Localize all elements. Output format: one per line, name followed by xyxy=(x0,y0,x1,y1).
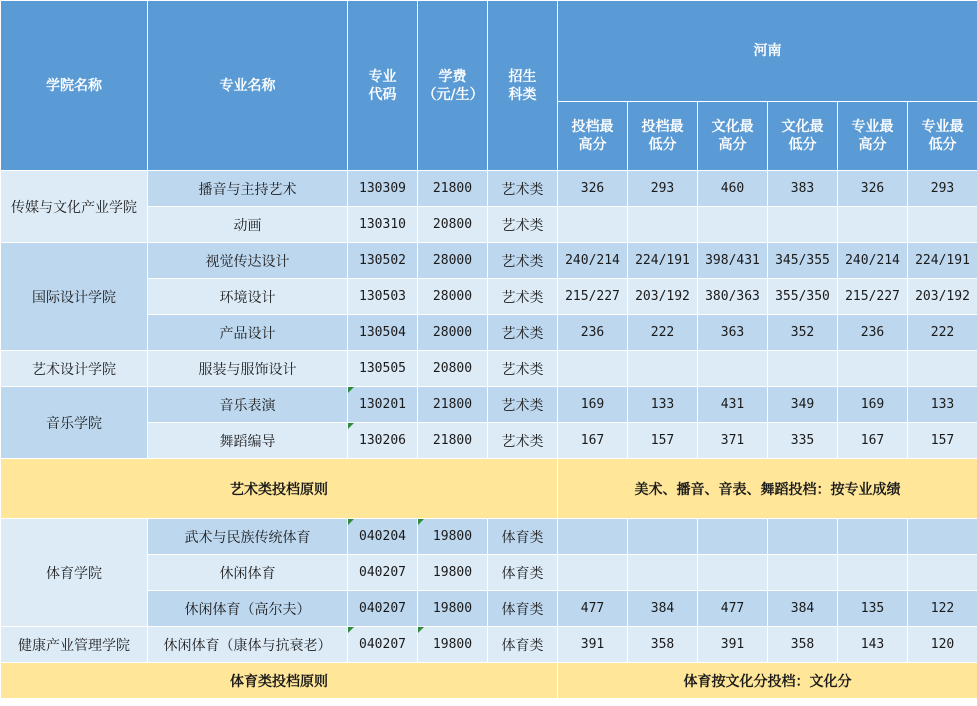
code-cell: 130201 xyxy=(348,387,418,423)
score-cell xyxy=(768,207,838,243)
score-cell: 371 xyxy=(698,423,768,459)
score-cell: 224/191 xyxy=(628,243,698,279)
score-cell xyxy=(628,351,698,387)
score-cell: 391 xyxy=(558,627,628,663)
major-cell: 播音与主持艺术 xyxy=(148,171,348,207)
score-cell: 133 xyxy=(908,387,977,423)
table-row xyxy=(1,279,977,315)
score-cell: 167 xyxy=(838,423,908,459)
table-row xyxy=(1,627,977,663)
score-cell xyxy=(908,351,977,387)
fee-cell: 19800 xyxy=(418,555,488,591)
fee-cell: 21800 xyxy=(418,387,488,423)
code-cell: 130206 xyxy=(348,423,418,459)
table-row xyxy=(1,207,977,243)
header-sub-text: 专业最高分 xyxy=(851,119,894,153)
fee-cell: 21800 xyxy=(418,171,488,207)
category-cell: 体育类 xyxy=(488,555,558,591)
college-cell: 音乐学院 xyxy=(1,387,148,459)
table-row xyxy=(1,423,977,459)
score-cell: 391 xyxy=(698,627,768,663)
score-cell: 460 xyxy=(698,171,768,207)
college-cell: 国际设计学院 xyxy=(1,243,148,351)
score-cell xyxy=(698,555,768,591)
score-cell xyxy=(768,555,838,591)
fee-cell: 28000 xyxy=(418,243,488,279)
college-cell: 体育学院 xyxy=(1,519,148,627)
score-cell: 431 xyxy=(698,387,768,423)
score-cell: 352 xyxy=(768,315,838,351)
header-code xyxy=(348,1,418,171)
fee-cell: 19800 xyxy=(418,627,488,663)
score-cell xyxy=(698,351,768,387)
major-cell: 动画 xyxy=(148,207,348,243)
score-cell: 345/355 xyxy=(768,243,838,279)
header-sub-text: 文化最高分 xyxy=(711,119,754,153)
score-cell xyxy=(558,555,628,591)
category-cell: 艺术类 xyxy=(488,279,558,315)
score-cell: 363 xyxy=(698,315,768,351)
score-cell xyxy=(768,519,838,555)
fee-cell: 28000 xyxy=(418,315,488,351)
score-cell xyxy=(698,519,768,555)
score-cell xyxy=(908,207,977,243)
header-fee-text: 学费（元/生） xyxy=(422,68,484,103)
college-cell: 传媒与文化产业学院 xyxy=(1,171,148,243)
table-row xyxy=(1,387,977,423)
header-fee xyxy=(418,1,488,171)
score-cell: 349 xyxy=(768,387,838,423)
score-cell xyxy=(908,555,977,591)
fee-cell: 21800 xyxy=(418,423,488,459)
score-cell: 383 xyxy=(768,171,838,207)
fee-cell: 28000 xyxy=(418,279,488,315)
code-cell: 040207 xyxy=(348,555,418,591)
fee-cell: 19800 xyxy=(418,519,488,555)
header-code-text: 专业代码 xyxy=(368,68,397,103)
college-cell: 健康产业管理学院 xyxy=(1,627,148,663)
category-cell: 艺术类 xyxy=(488,171,558,207)
header-sub-text: 投档最低分 xyxy=(641,119,684,153)
score-cell xyxy=(838,555,908,591)
score-cell: 169 xyxy=(838,387,908,423)
header-sub-6 xyxy=(908,102,977,171)
score-cell xyxy=(908,519,977,555)
score-cell: 120 xyxy=(908,627,977,663)
score-cell: 358 xyxy=(768,627,838,663)
code-cell: 040207 xyxy=(348,591,418,627)
code-cell: 130504 xyxy=(348,315,418,351)
code-cell: 130310 xyxy=(348,207,418,243)
major-cell: 视觉传达设计 xyxy=(148,243,348,279)
major-cell: 休闲体育（康体与抗衰老） xyxy=(148,627,348,663)
header-major: 专业名称 xyxy=(148,1,348,171)
score-cell xyxy=(628,207,698,243)
code-cell: 040207 xyxy=(348,627,418,663)
score-cell: 169 xyxy=(558,387,628,423)
table-row xyxy=(1,519,977,555)
header-category xyxy=(488,1,558,171)
category-cell: 体育类 xyxy=(488,519,558,555)
category-cell: 艺术类 xyxy=(488,243,558,279)
score-cell: 222 xyxy=(628,315,698,351)
fee-cell: 20800 xyxy=(418,207,488,243)
header-sub-text: 投档最高分 xyxy=(571,119,614,153)
score-cell: 122 xyxy=(908,591,977,627)
header-sub-5 xyxy=(838,102,908,171)
code-cell: 130309 xyxy=(348,171,418,207)
pe-principle-label: 体育类投档原则 xyxy=(1,663,558,699)
score-cell xyxy=(558,519,628,555)
score-cell: 380/363 xyxy=(698,279,768,315)
fee-cell: 20800 xyxy=(418,351,488,387)
table-row xyxy=(1,555,977,591)
category-cell: 艺术类 xyxy=(488,315,558,351)
score-cell: 477 xyxy=(558,591,628,627)
category-cell: 体育类 xyxy=(488,591,558,627)
score-cell: 133 xyxy=(628,387,698,423)
table-row xyxy=(1,243,977,279)
score-cell: 326 xyxy=(558,171,628,207)
score-cell xyxy=(558,351,628,387)
score-cell: 215/227 xyxy=(838,279,908,315)
code-cell: 130503 xyxy=(348,279,418,315)
score-cell xyxy=(698,207,768,243)
category-cell: 艺术类 xyxy=(488,387,558,423)
pe-principle-value: 体育按文化分投档：文化分 xyxy=(558,663,977,699)
header-row-1 xyxy=(1,1,977,102)
score-cell: 384 xyxy=(628,591,698,627)
header-college: 学院名称 xyxy=(1,1,148,171)
major-cell: 武术与民族传统体育 xyxy=(148,519,348,555)
score-cell: 222 xyxy=(908,315,977,351)
score-cell xyxy=(768,351,838,387)
score-cell: 240/214 xyxy=(838,243,908,279)
score-cell: 203/192 xyxy=(908,279,977,315)
table-row xyxy=(1,171,977,207)
major-cell: 音乐表演 xyxy=(148,387,348,423)
score-cell: 203/192 xyxy=(628,279,698,315)
header-sub-text: 文化最低分 xyxy=(781,119,824,153)
major-cell: 产品设计 xyxy=(148,315,348,351)
score-cell: 398/431 xyxy=(698,243,768,279)
header-sub-1 xyxy=(558,102,628,171)
header-sub-4 xyxy=(768,102,838,171)
score-cell: 355/350 xyxy=(768,279,838,315)
header-category-text: 招生科类 xyxy=(508,68,537,103)
score-cell: 384 xyxy=(768,591,838,627)
category-cell: 艺术类 xyxy=(488,423,558,459)
score-cell: 157 xyxy=(628,423,698,459)
score-cell: 135 xyxy=(838,591,908,627)
fee-cell: 19800 xyxy=(418,591,488,627)
score-cell: 240/214 xyxy=(558,243,628,279)
art-principle-value: 美术、播音、音表、舞蹈投档：按专业成绩 xyxy=(558,459,977,519)
code-cell: 040204 xyxy=(348,519,418,555)
code-cell: 130505 xyxy=(348,351,418,387)
major-cell: 服装与服饰设计 xyxy=(148,351,348,387)
score-cell: 236 xyxy=(838,315,908,351)
header-province: 河南 xyxy=(558,1,977,102)
score-cell xyxy=(838,519,908,555)
major-cell: 环境设计 xyxy=(148,279,348,315)
table-row xyxy=(1,591,977,627)
header-sub-2 xyxy=(628,102,698,171)
art-principle-label: 艺术类投档原则 xyxy=(1,459,558,519)
score-cell: 477 xyxy=(698,591,768,627)
score-cell xyxy=(628,555,698,591)
header-sub-3 xyxy=(698,102,768,171)
score-cell xyxy=(628,519,698,555)
score-cell xyxy=(838,207,908,243)
pe-principle-row xyxy=(1,663,977,699)
major-cell: 休闲体育 xyxy=(148,555,348,591)
score-cell xyxy=(558,207,628,243)
art-principle-row xyxy=(1,459,977,519)
header-sub-text: 专业最低分 xyxy=(921,119,964,153)
table-row xyxy=(1,315,977,351)
score-cell: 167 xyxy=(558,423,628,459)
score-cell: 157 xyxy=(908,423,977,459)
category-cell: 体育类 xyxy=(488,627,558,663)
table-row xyxy=(1,351,977,387)
score-cell: 326 xyxy=(838,171,908,207)
score-cell: 215/227 xyxy=(558,279,628,315)
score-cell: 236 xyxy=(558,315,628,351)
score-cell: 224/191 xyxy=(908,243,977,279)
score-cell xyxy=(838,351,908,387)
category-cell: 艺术类 xyxy=(488,207,558,243)
score-cell: 143 xyxy=(838,627,908,663)
major-cell: 休闲体育（高尔夫） xyxy=(148,591,348,627)
college-cell: 艺术设计学院 xyxy=(1,351,148,387)
score-cell: 293 xyxy=(628,171,698,207)
score-cell: 293 xyxy=(908,171,977,207)
category-cell: 艺术类 xyxy=(488,351,558,387)
score-cell: 358 xyxy=(628,627,698,663)
score-cell: 335 xyxy=(768,423,838,459)
code-cell: 130502 xyxy=(348,243,418,279)
major-cell: 舞蹈编导 xyxy=(148,423,348,459)
